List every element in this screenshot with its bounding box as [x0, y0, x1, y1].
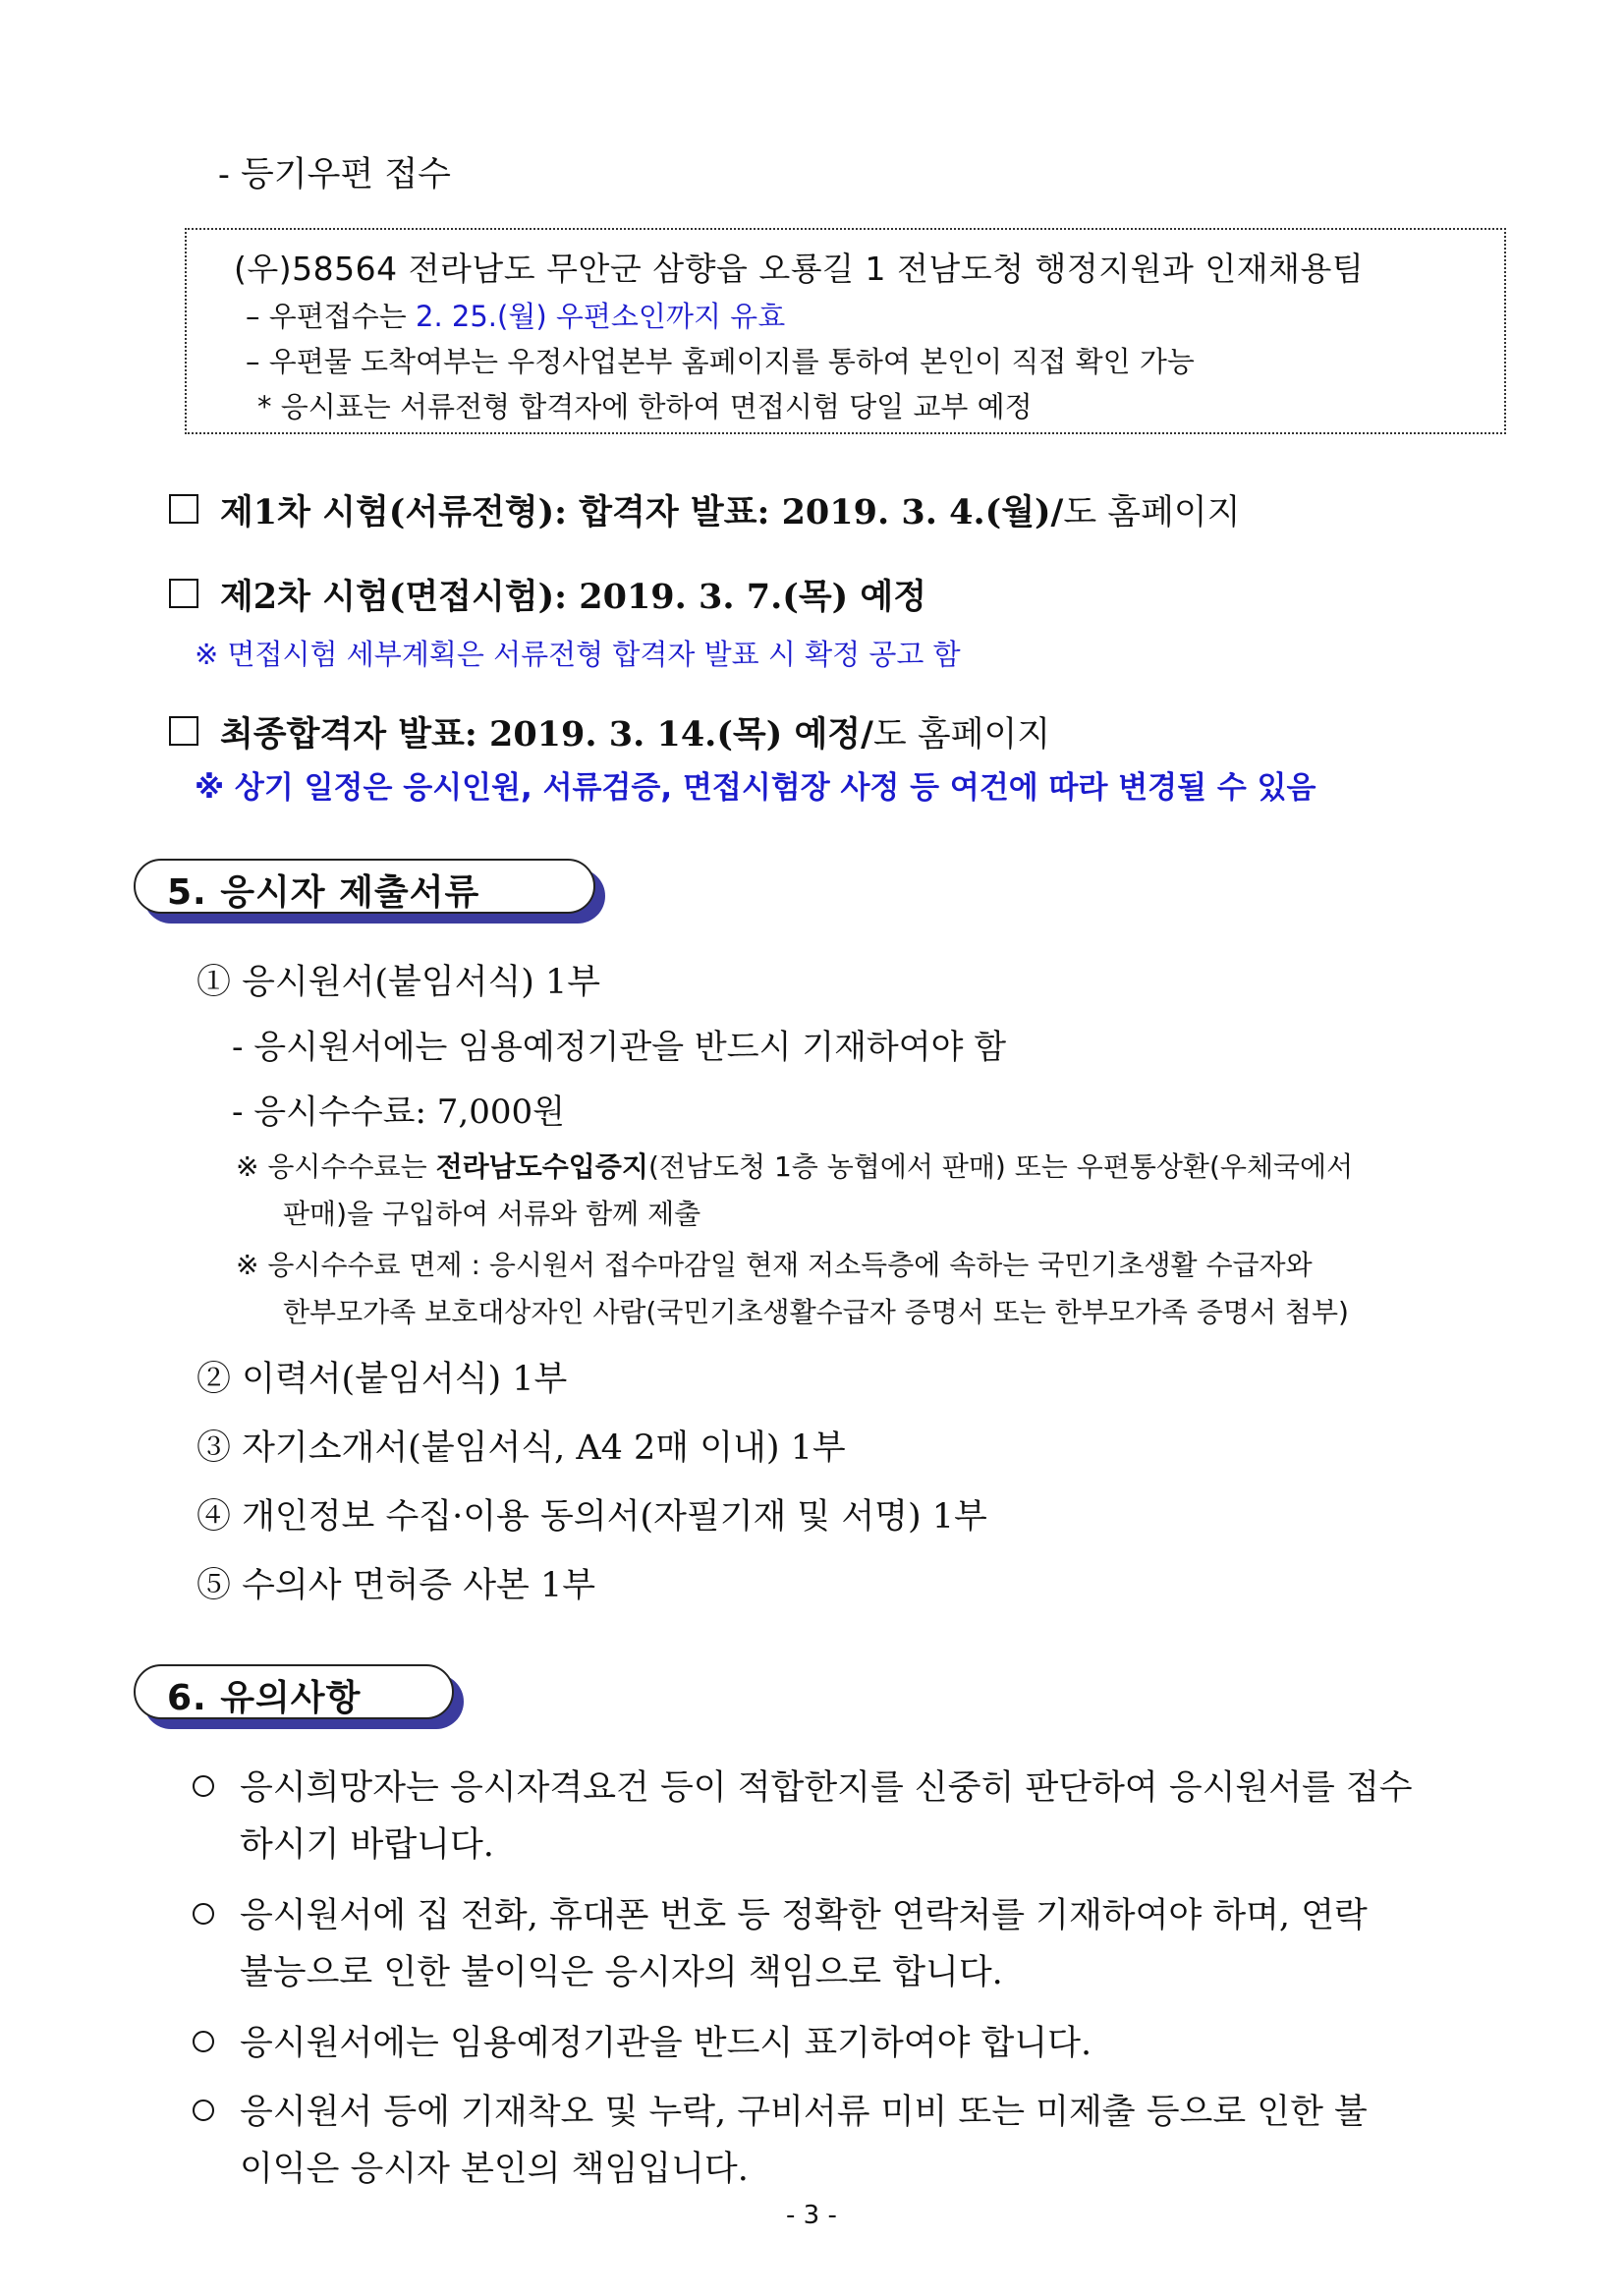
doc-item-1: ① 응시원서(붙임서식) 1부	[196, 963, 601, 1002]
schedule-first-exam	[220, 485, 1241, 534]
circle-bullet-icon	[193, 2031, 214, 2052]
checkbox-icon	[169, 716, 198, 746]
fee-note-1-prefix: ※ 응시수수료는	[236, 1150, 427, 1183]
interview-plan-note: ※ 면접시험 세부계획은 서류전형 합격자 발표 시 확정 공고 함	[195, 638, 961, 671]
mail-tracking-line: – 우편물 도착여부는 우정사업본부 홈페이지를 통하여 본인이 직접 확인 가능	[246, 345, 1195, 378]
notice-1-line1: 응시희망자는 응시자격요건 등이 적합한지를 신중히 판단하여 응시원서를 접수	[240, 1768, 1413, 1808]
mail-address: (우)58564 전라남도 무안군 삼향읍 오룡길 1 전남도청 행정지원과 인재채용팀	[234, 250, 1365, 288]
schedule-first-exam-bold: 제1차 시험(서류전형): 합격자 발표: 2019. 3. 4.(월)/	[220, 492, 1064, 532]
doc-item-3: ③ 자기소개서(붙임서식, A4 2매 이내) 1부	[196, 1428, 846, 1468]
notice-4-line2: 이익은 응시자 본인의 책임입니다.	[240, 2150, 749, 2189]
registered-mail-heading: - 등기우편 접수	[218, 155, 451, 195]
mail-deadline-prefix: – 우편접수는	[246, 300, 407, 333]
mail-address-box	[185, 228, 1506, 434]
circle-bullet-icon	[193, 2100, 214, 2121]
circle-bullet-icon	[193, 1775, 214, 1797]
fee-note-1	[236, 1146, 1353, 1185]
page-number: - 3 -	[786, 2201, 837, 2230]
notice-3-line1: 응시원서에는 임용예정기관을 반드시 표기하여야 합니다.	[240, 2024, 1092, 2063]
schedule-final	[220, 707, 1050, 756]
section-6-header	[134, 1664, 454, 1719]
schedule-first-exam-site: 도 홈페이지	[1063, 493, 1241, 532]
circle-bullet-icon	[193, 1903, 214, 1925]
checkbox-icon	[169, 579, 198, 608]
schedule-final-site: 도 홈페이지	[872, 715, 1051, 755]
notice-2-line2: 불능으로 인한 불이익은 응시자의 책임으로 합니다.	[240, 1953, 1003, 1992]
fee-note-2-line1: ※ 응시수수료 면제 : 응시원서 접수마감일 현재 저소득층에 속하는 국민기초생활 수급자와	[236, 1249, 1313, 1281]
fee-note-1-stamp: 전라남도수입증지	[435, 1150, 648, 1183]
schedule-second-exam-bold: 제2차 시험(면접시험): 2019. 3. 7.(목) 예정	[220, 577, 927, 617]
mail-deadline-date: 2. 25.(월) 우편소인까지 유효	[416, 300, 786, 333]
doc-item-5: ⑤ 수의사 면허증 사본 1부	[196, 1566, 596, 1605]
fee-note-1-rest: (전남도청 1층 농협에서 판매) 또는 우편통상환(우체국에서	[647, 1150, 1354, 1183]
fee-note-2-line2: 한부모가족 보호대상자인 사람(국민기초생활수급자 증명서 또는 한부모가족 증명서 첨부)	[283, 1296, 1349, 1328]
checkbox-icon	[169, 494, 198, 524]
doc-item-2: ② 이력서(붙임서식) 1부	[196, 1360, 568, 1399]
doc-item-1-sub2: - 응시수수료: 7,000원	[232, 1092, 565, 1132]
section-6-title: 6. 유의사항	[167, 1678, 362, 1718]
exam-ticket-note: * 응시표는 서류전형 합격자에 한하여 면접시험 당일 교부 예정	[257, 390, 1033, 423]
doc-item-1-sub1: - 응시원서에는 임용예정기관을 반드시 기재하여야 함	[232, 1028, 1007, 1067]
schedule-final-bold: 최종합격자 발표: 2019. 3. 14.(목) 예정/	[220, 714, 873, 755]
fee-note-1-line2: 판매)을 구입하여 서류와 함께 제출	[283, 1198, 701, 1230]
section-5-header	[134, 859, 595, 914]
notice-4-line1: 응시원서 등에 기재착오 및 누락, 구비서류 미비 또는 미제출 등으로 인한 불	[240, 2093, 1368, 2132]
section-5-title: 5. 응시자 제출서류	[167, 872, 480, 913]
mail-deadline-line	[246, 295, 785, 335]
schedule-change-note: ※ 상기 일정은 응시인원, 서류검증, 면접시험장 사정 등 여건에 따라 변경될 수 있음	[195, 770, 1316, 806]
schedule-second-exam	[220, 570, 926, 619]
notice-1-line2: 하시기 바랍니다.	[240, 1825, 494, 1865]
notice-2-line1: 응시원서에 집 전화, 휴대폰 번호 등 정확한 연락처를 기재하여야 하며, 연락	[240, 1896, 1368, 1935]
doc-item-4: ④ 개인정보 수집·이용 동의서(자필기재 및 서명) 1부	[196, 1497, 987, 1537]
